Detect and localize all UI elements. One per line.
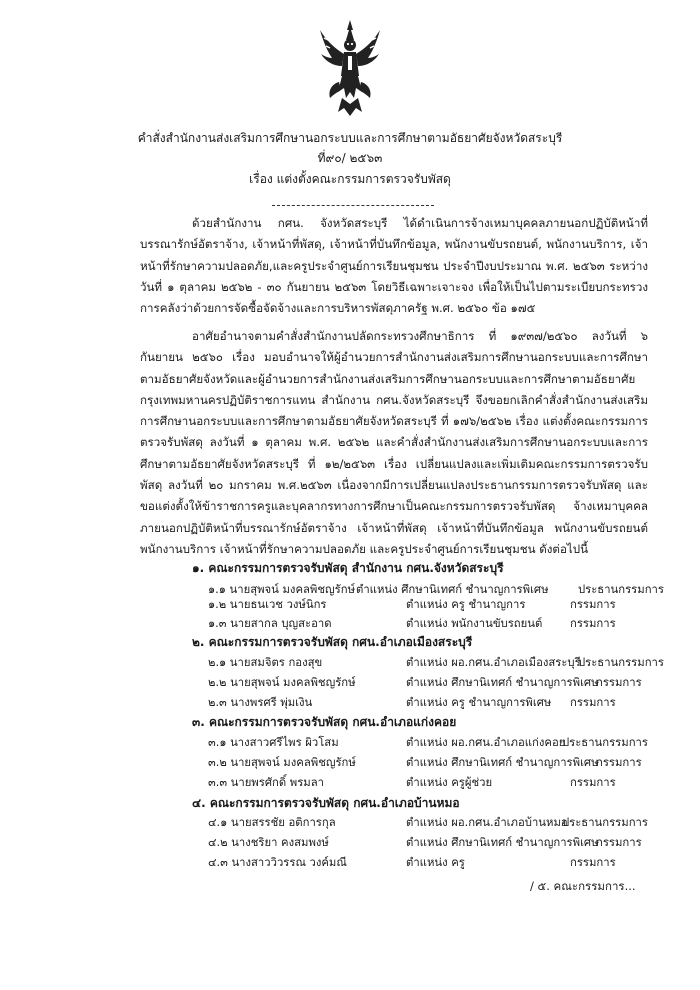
paragraph-2-text: อาศัยอำนาจตามคำสั่งสำนักงานปลัดกระทรวงศึกษาธิการ ที่ ๑๙๓๗/๒๕๖๐ ลงวันที่ ๖ กันยายน ๒๕๖๐ เรื่อง มอบอำนาจให้ผู้อำนวยการสำนักงานส่งเสริมการศึกษานอกระบบและการศึกษาตามอัธยาศัยจังหวัดและผู้อำนวยการสำนักงานส่งเสริมการศึกษานอกระบบและการศึกษาตามอัธยาศัยกรุงเทพมหานครปฏิบัติราชการแทน สำนักงาน กศน.จังหวัดสระบุรี จึงขอยกเลิกคำสั่งสำนักงานส่งเสริมการศึกษานอกระบบและการศึกษาตามอัธยาศัยจังหวัดสระบุรี ที่ ๑๗๖/๒๕๖๒ เรื่อง แต่งตั้งคณะกรรมการตรวจรับพัสดุ ลงวันที่ ๑ ตุลาคม พ.ศ. ๒๕๖๒ และคำสั่งสำนักงานส่งเสริมการศึกษานอกระบบและการศึกษาตามอัธยาศัยจังหวัดสระบุรี ที่ ๑๒/๒๕๖๓ เรื่อง เปลี่ยนแปลงและเพิ่มเติมคณะกรรมการตรวจรับพัสดุ ลงวันที่ ๒๐ มกราคม พ.ศ.๒๕๖๓ เนื่องจากมีการเปลี่ยนแปลงประธานกรรมการตรวจรับพัสดุ และขอแต่งตั้งให้ข้าราชการครูและบุคลากรทางการศึกษาเป็นคณะกรรมการตรวจรับพัสดุ จ้างเหมาบุคคลภายนอกปฏิบัติหน้าที่บรรณารักษ์อัตราจ้าง เจ้าหน้าที่พัสดุ เจ้าหน้าที่บันทึกข้อมูล พนักงานขับรถยนต์ พนักงานบริการ เจ้าหน้าที่รักษาความปลอดภัย และครูประจำศูนย์การเรียนชุมชน ดังต่อไปนี้ xyxy=(140,329,648,556)
member-position: ตำแหน่ง ครู ชำนาญการ xyxy=(406,598,526,611)
member-name: ๔.๒ นางชริยา คงสมพงษ์ xyxy=(208,836,329,849)
committee-title: ๓. คณะกรรมการตรวจรับพัสดุ กศน.อำเภอแก่งคอย xyxy=(192,715,457,729)
member-role: กรรมการ xyxy=(596,756,642,769)
committee-title: ๒. คณะกรรมการตรวจรับพัสดุ กศน.อำเภอเมืองสระบุรี xyxy=(192,635,473,649)
paragraph-1 xyxy=(140,213,648,319)
member-role: กรรมการ xyxy=(570,856,616,869)
member-position: ตำแหน่ง ครูผู้ช่วย xyxy=(406,776,493,789)
member-role: กรรมการ xyxy=(570,617,616,630)
member-name: ๓.๓ นายพรศักดิ์ พรมลา xyxy=(208,776,324,789)
committee-title: ๑. คณะกรรมการตรวจรับพัสดุ สำนักงาน กศน.จังหวัดสระบุรี xyxy=(192,561,504,575)
member-position: ตำแหน่ง ศึกษานิเทศก์ ชำนาญการพิเศษ xyxy=(406,676,599,689)
member-position: ตำแหน่ง พนักงานขับรถยนต์ xyxy=(406,617,543,630)
member-position: ตำแหน่ง ผอ.กศน.อำเภอบ้านหมอ xyxy=(406,816,568,829)
member-role: ประธานกรรมการ xyxy=(562,816,648,829)
member-role: กรรมการ xyxy=(570,696,616,709)
member-name: ๔.๓ นางสาววิวรรณ วงค์มณี xyxy=(208,856,347,869)
member-name: ๒.๓ นางพรศรี พุ่มเงิน xyxy=(208,696,313,709)
member-role: กรรมการ xyxy=(570,776,616,789)
member-name: ๓.๑ นางสาวศรีไพร ผิวโสม xyxy=(208,736,339,749)
continuation-marker: / ๕. คณะกรรมการ... xyxy=(530,879,636,893)
member-name: ๑.๑ นายสุพจน์ มงคลพิชญรักษ์ xyxy=(208,583,356,596)
member-name: ๒.๒ นายสุพจน์ มงคลพิชญรักษ์ xyxy=(208,676,356,689)
member-position: ตำแหน่ง ผอ.กศน.อำเภอเมืองสระบุรี xyxy=(406,656,581,669)
member-role: ประธานกรรมการ xyxy=(578,656,664,669)
member-position: ตำแหน่ง ครู xyxy=(406,856,465,869)
member-name: ๓.๒ นายสุพจน์ มงคลพิชญรักษ์ xyxy=(208,756,356,769)
order-subject: เรื่อง แต่งตั้งคณะกรรมการตรวจรับพัสดุ xyxy=(249,172,451,186)
order-number: ที่๙๐/ ๒๕๖๓ xyxy=(317,151,383,165)
member-position: ตำแหน่ง ครู ชำนาญการพิเศษ xyxy=(406,696,552,709)
paragraph-1-text: ด้วยสำนักงาน กศน. จังหวัดสระบุรี ได้ดำเนินการจ้างเหมาบุคคลภายนอกปฏิบัติหน้าที่บรรณารักษ์อัตราจ้าง, เจ้าหน้าที่พัสดุ, เจ้าหน้าที่บันทึกข้อมูล, พนักงานขับรถยนต์, พนักงานบริการ, เจ้าหน้าที่รักษาความปลอดภัย,และครูประจำศูนย์การเรียนชุมชน ประจำปีงบประมาณ พ.ศ. ๒๕๖๓ ระหว่างวันที่ ๑ ตุลาคม ๒๕๖๒ - ๓๐ กันยายน ๒๕๖๓ โดยวิธีเฉพาะเจาะจง เพื่อให้เป็นไปตามระเบียบกระทรวงการคลังว่าด้วยการจัดซื้อจัดจ้างและการบริหารพัสดุภาครัฐ พ.ศ. ๒๕๖๐ ข้อ ๑๗๕ xyxy=(140,216,648,316)
member-name: ๑.๒ นายธนเวช วงษ์นิกร xyxy=(208,598,327,611)
member-role: กรรมการ xyxy=(570,598,616,611)
member-position: ตำแหน่ง ผอ.กศน.อำเภอแก่งคอย xyxy=(406,736,566,749)
document-heading: คำสั่งสำนักงานส่งเสริมการศึกษานอกระบบและการศึกษาตามอัธยาศัยจังหวัดสระบุรี xyxy=(137,131,563,145)
committee-title: ๔. คณะกรรมการตรวจรับพัสดุ กศน.อำเภอบ้านหมอ xyxy=(192,796,460,810)
member-role: ประธานกรรมการ xyxy=(578,583,664,596)
member-name: ๑.๓ นายสากล บุญสะอาด xyxy=(208,617,332,630)
garuda-emblem-icon xyxy=(318,18,382,118)
paragraph-2 xyxy=(140,326,648,560)
member-position: ตำแหน่ง ศึกษานิเทศก์ ชำนาญการพิเศษ xyxy=(406,836,599,849)
heading-divider xyxy=(272,205,434,206)
member-name: ๔.๑ นายสรรชัย อติการกุล xyxy=(208,816,336,829)
member-name: ๒.๑ นายสมจิตร กองสุข xyxy=(208,656,323,669)
member-role: กรรมการ xyxy=(596,676,642,689)
member-role: ประธานกรรมการ xyxy=(562,736,648,749)
member-role: กรรมการ xyxy=(596,836,642,849)
member-position: ตำแหน่ง ศึกษานิเทศก์ ชำนาญการพิเศษ xyxy=(356,583,549,596)
member-position: ตำแหน่ง ศึกษานิเทศก์ ชำนาญการพิเศษ xyxy=(406,756,599,769)
